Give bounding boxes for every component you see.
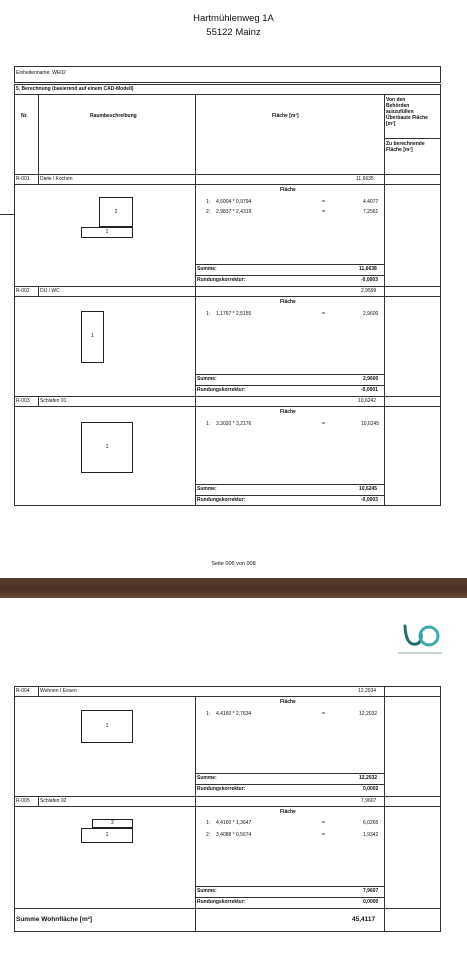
hdr-line: Fläche [m²] xyxy=(386,147,413,153)
calc-value: 4,4077 xyxy=(363,199,379,205)
rundung-label: Rundungskorrektur: xyxy=(197,497,246,503)
rule xyxy=(14,406,441,407)
room-name: Wohnen / Essen xyxy=(40,688,77,694)
rundung-value: 0,0000 xyxy=(363,899,379,905)
rule xyxy=(14,908,441,909)
rule xyxy=(14,184,441,185)
rule xyxy=(384,138,441,139)
hdr-line: auszufüllen xyxy=(386,109,414,115)
col-sep xyxy=(38,174,39,184)
rule xyxy=(14,396,441,397)
room-total: 10,6242 xyxy=(358,398,377,404)
col-sep xyxy=(195,94,196,506)
room-id: R-001 xyxy=(16,176,30,182)
page-divider xyxy=(0,578,467,598)
room-name: DU / WC xyxy=(40,288,60,294)
col-sep xyxy=(38,396,39,406)
summe-label: Summe: xyxy=(197,486,217,492)
room-name: Diele / Kochen xyxy=(40,176,73,182)
rule xyxy=(14,806,441,807)
col-sep xyxy=(38,796,39,806)
rule xyxy=(195,385,384,386)
rule xyxy=(195,495,384,496)
part-label: 2 xyxy=(111,820,114,826)
room-id: R-003 xyxy=(16,398,30,404)
rule xyxy=(14,286,441,287)
page-number: Seite 006 von 008 xyxy=(211,561,256,567)
calc-idx: 1: xyxy=(206,820,211,826)
calc-formula: 2,9837 * 2,4319 xyxy=(216,209,252,215)
room-id: R-004 xyxy=(16,688,30,694)
calc-formula: 4,4160 * 1,3647 xyxy=(216,820,252,826)
hdr-line: Zu berechnende xyxy=(386,141,425,147)
rule xyxy=(195,886,384,887)
room-name: Schlafen 01 xyxy=(40,398,67,404)
col-sep xyxy=(38,94,39,174)
rule xyxy=(195,484,384,485)
calc-eq: = xyxy=(322,199,325,205)
hdr-line: Behörden xyxy=(386,103,410,109)
calc-idx: 1: xyxy=(206,199,211,205)
part-label: 1 xyxy=(105,723,109,729)
room-total: 2,9599 xyxy=(361,288,377,294)
rule xyxy=(14,94,441,95)
part-label: 1 xyxy=(105,832,109,838)
part-label: 1 xyxy=(105,229,109,235)
col-sep xyxy=(384,94,385,506)
hdr-line: Von den xyxy=(386,97,406,103)
col-sep xyxy=(38,686,39,696)
rundung-label: Rundungskorrektur: xyxy=(197,387,246,393)
rundung-value: -0,0003 xyxy=(361,497,378,503)
room-total: 7,9607 xyxy=(361,798,377,804)
calc-value: 6,0265 xyxy=(363,820,379,826)
hdr-line: [m²] xyxy=(386,121,396,127)
flaeche-subheader: Fläche xyxy=(280,699,296,705)
rundung-label: Rundungskorrektur: xyxy=(197,899,246,905)
summe-label: Summe: xyxy=(197,775,217,781)
calc-idx: 1: xyxy=(206,711,211,717)
calc-eq: = xyxy=(322,820,325,826)
calc-eq: = xyxy=(322,832,325,838)
calc-formula: 3,3020 * 3,2176 xyxy=(216,421,252,427)
summe-value: 12,2032 xyxy=(359,775,378,781)
part-label: 1 xyxy=(105,444,109,450)
room-id: R-005 xyxy=(16,798,30,804)
calc-idx: 2: xyxy=(206,209,211,215)
unit-name: Einheitenname: WE02 xyxy=(16,70,66,76)
col-flaeche: Fläche [m²] xyxy=(272,113,299,119)
calc-idx: 1: xyxy=(206,311,211,317)
rule xyxy=(195,264,384,265)
calc-formula: 3,4088 * 0,5674 xyxy=(216,832,252,838)
rule xyxy=(14,174,441,175)
hdr-line: Überbaute Fläche xyxy=(386,115,428,121)
total-value: 45,4117 xyxy=(352,916,376,923)
calc-formula: 4,4160 * 2,7634 xyxy=(216,711,252,717)
flaeche-subheader: Fläche xyxy=(280,299,296,305)
calc-eq: = xyxy=(322,311,325,317)
address-city: 55122 Mainz xyxy=(206,27,261,38)
calc-formula: 4,6004 * 0,9794 xyxy=(216,199,252,205)
unit-name-box xyxy=(14,66,441,83)
calc-value: 1,9342 xyxy=(363,832,379,838)
summe-label: Summe: xyxy=(197,888,217,894)
total-label: Summe Wohnfläche [m²] xyxy=(16,916,93,923)
rule xyxy=(195,897,384,898)
calc-idx: 1: xyxy=(206,421,211,427)
col-raum: Raumbeschreibung xyxy=(90,113,137,119)
rule xyxy=(195,275,384,276)
rule xyxy=(195,773,384,774)
col-nr: Nr. xyxy=(21,113,28,119)
flaeche-subheader: Fläche xyxy=(280,809,296,815)
calc-table xyxy=(14,84,441,506)
summe-value: 11,6638 xyxy=(359,266,377,272)
col-sep xyxy=(38,286,39,296)
logo-tagline xyxy=(398,652,442,654)
flaeche-subheader: Fläche xyxy=(280,187,296,193)
calc-value: 7,2561 xyxy=(363,209,379,215)
calc-eq: = xyxy=(322,421,325,427)
rule xyxy=(14,696,441,697)
room-total: 11,6635 xyxy=(356,176,374,182)
rundung-value: -0,0001 xyxy=(361,387,378,393)
address-street: Hartmühlenweg 1A xyxy=(193,13,274,24)
rule xyxy=(195,784,384,785)
summe-value: 10,6245 xyxy=(359,486,378,492)
summe-label: Summe: xyxy=(197,376,217,382)
calc-table-p2 xyxy=(14,686,441,932)
part-label: 1 xyxy=(91,333,94,339)
col-zu-berechnen xyxy=(386,141,425,153)
calc-value: 12,2032 xyxy=(359,711,378,717)
rundung-value: -0,0003 xyxy=(361,277,378,283)
rule xyxy=(14,796,441,797)
calc-value: 10,6245 xyxy=(361,421,380,427)
flaeche-subheader: Fläche xyxy=(280,409,296,415)
company-logo-icon xyxy=(402,622,440,650)
col-sep xyxy=(384,686,385,932)
address-block xyxy=(0,12,467,40)
section-title: 5. Berechnung (basierend auf einem CAD-Modell) xyxy=(16,86,134,92)
rule xyxy=(195,374,384,375)
summe-value: 2,9600 xyxy=(363,376,379,382)
calc-eq: = xyxy=(322,711,325,717)
rule xyxy=(0,214,14,215)
calc-formula: 1,1767 * 2,5155 xyxy=(216,311,252,317)
calc-idx: 2: xyxy=(206,832,211,838)
summe-label: Summe: xyxy=(197,266,217,272)
part-label: 2 xyxy=(114,209,118,215)
rundung-label: Rundungskorrektur: xyxy=(197,786,246,792)
room-name: Schlafen 02 xyxy=(40,798,67,804)
calc-value: 2,9600 xyxy=(363,311,379,317)
rundung-value: 0,0002 xyxy=(363,786,379,792)
rule xyxy=(14,296,441,297)
rundung-label: Rundungskorrektur: xyxy=(197,277,246,283)
col-behoerden xyxy=(386,97,428,127)
calc-eq: = xyxy=(322,209,325,215)
room-id: R-002 xyxy=(16,288,30,294)
summe-value: 7,9607 xyxy=(363,888,379,894)
room-total: 12,2034 xyxy=(358,688,377,694)
